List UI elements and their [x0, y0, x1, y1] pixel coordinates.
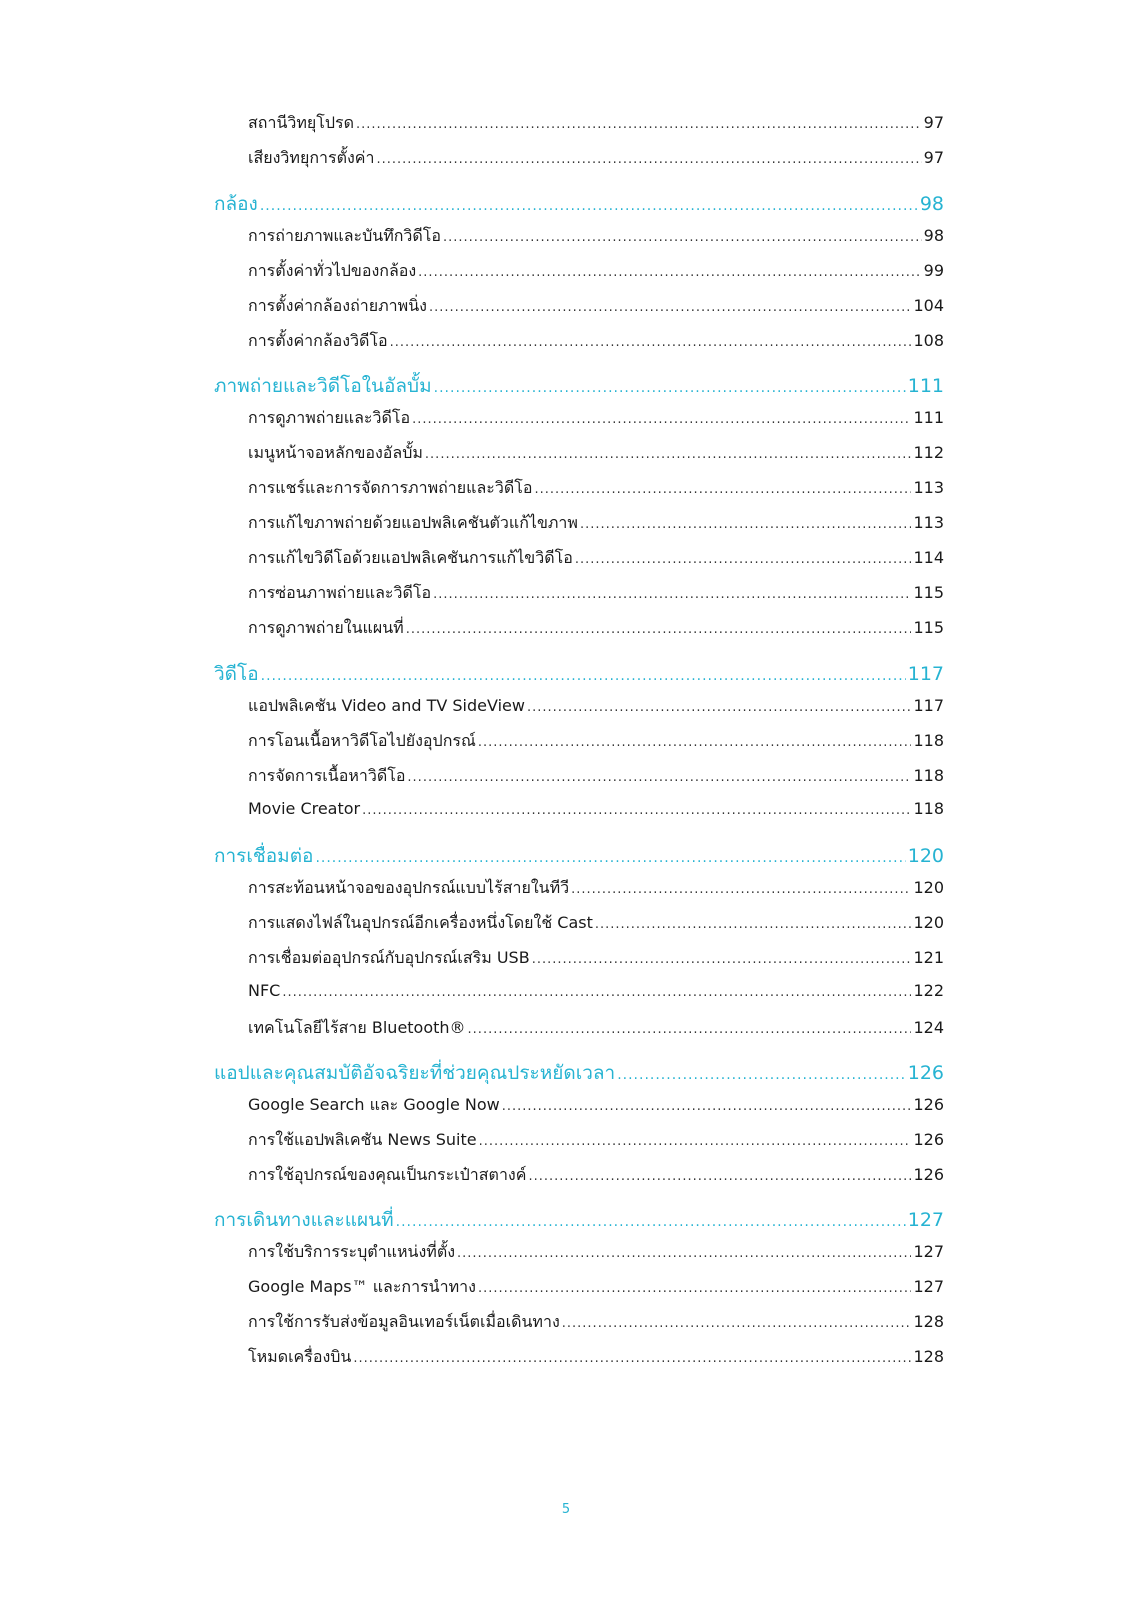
entry-title: เทคโนโลยีไร้สาย Bluetooth® [248, 1018, 466, 1037]
toc-entry[interactable] [248, 1310, 944, 1335]
toc-entry[interactable] [248, 476, 944, 501]
dot-leader [407, 770, 911, 785]
page-ref: 113 [913, 478, 944, 497]
page-ref: 128 [913, 1312, 944, 1331]
section-title: การเดินทางและแผนที่ [214, 1209, 394, 1231]
toc-entry[interactable] [248, 1275, 944, 1300]
page-ref: 127 [907, 1209, 944, 1231]
dot-leader [457, 1246, 911, 1261]
entry-title: การจัดการเนื้อหาวิดีโอ [248, 766, 406, 785]
page-ref: 112 [913, 443, 944, 462]
dot-leader [433, 587, 911, 602]
page-ref: 118 [913, 799, 944, 818]
toc-entry[interactable] [248, 946, 944, 971]
toc-entry[interactable] [248, 1345, 944, 1370]
dot-leader [434, 380, 906, 396]
toc-entry[interactable] [248, 581, 944, 606]
entry-title: การแก้ไขวิดีโอด้วยแอปพลิเคชันการแก้ไขวิดีโอ [248, 548, 573, 567]
page-ref: 120 [913, 878, 944, 897]
toc-entry[interactable] [248, 511, 944, 536]
page-ref: 99 [923, 261, 944, 280]
page-ref: 113 [913, 513, 944, 532]
toc-entry[interactable] [248, 259, 944, 284]
dot-leader [425, 447, 912, 462]
page-ref: 111 [913, 408, 944, 427]
entry-title: การแชร์และการจัดการภาพถ่ายและวิดีโอ [248, 478, 533, 497]
entry-title: การแสดงไฟล์ในอุปกรณ์อีกเครื่องหนึ่งโดยใช้ Cast [248, 913, 593, 932]
entry-title: แอปพลิเคชัน Video and TV SideView [248, 696, 525, 715]
toc-entry[interactable] [248, 876, 944, 901]
page-ref: 118 [913, 766, 944, 785]
entry-title: การใช้การรับส่งข้อมูลอินเทอร์เน็ตเมื่อเดินทาง [248, 1312, 560, 1331]
dot-leader [580, 517, 911, 532]
toc-entry[interactable] [248, 911, 944, 936]
toc-entry[interactable] [248, 224, 944, 249]
dot-leader [356, 117, 922, 132]
dot-leader [418, 265, 921, 280]
toc-entry[interactable] [248, 546, 944, 571]
section-title: กล้อง [214, 193, 258, 215]
section-title: วิดีโอ [214, 663, 259, 685]
page-ref: 97 [923, 148, 944, 167]
dot-leader [315, 850, 905, 866]
toc-entry[interactable] [248, 329, 944, 354]
entry-title: การใช้อุปกรณ์ของคุณเป็นกระเป๋าสตางค์ [248, 1165, 527, 1184]
entry-title: สถานีวิทยุโปรด [248, 113, 355, 132]
entry-title: การสะท้อนหน้าจอของอุปกรณ์แบบไร้สายในทีวี [248, 878, 570, 897]
entry-title: Google Maps™ และการนำทาง [248, 1277, 476, 1296]
toc-entry[interactable] [248, 1163, 944, 1188]
dot-leader [571, 882, 911, 897]
page-number: 5 [561, 1502, 571, 1517]
page-ref: 127 [913, 1277, 944, 1296]
toc-section-heading[interactable] [214, 1205, 944, 1235]
entry-title: การตั้งค่ากล้องวิดีโอ [248, 331, 388, 350]
entry-title: การซ่อนภาพถ่ายและวิดีโอ [248, 583, 432, 602]
entry-title: เสียงวิทยุการตั้งค่า [248, 148, 375, 167]
entry-title: การตั้งค่าทั่วไปของกล้อง [248, 261, 417, 280]
page-ref: 124 [913, 1018, 944, 1037]
toc-entry[interactable] [248, 441, 944, 466]
page-ref: 117 [913, 696, 944, 715]
page-ref: 111 [907, 375, 944, 397]
dot-leader [429, 300, 912, 315]
page-ref: 126 [913, 1095, 944, 1114]
page-ref: 128 [913, 1347, 944, 1366]
dot-leader [353, 1351, 911, 1366]
toc-entry[interactable] [248, 694, 944, 719]
dot-leader [595, 917, 912, 932]
dot-leader [502, 1099, 912, 1114]
page-ref: 121 [913, 948, 944, 967]
toc-section-heading[interactable] [214, 371, 944, 401]
toc-entry[interactable] [248, 764, 944, 789]
entry-title: การดูภาพถ่ายในแผนที่ [248, 618, 404, 637]
dot-leader [478, 1281, 912, 1296]
page-ref: 122 [913, 981, 944, 1000]
toc-entry[interactable] [248, 406, 944, 431]
dot-leader [534, 482, 911, 497]
page-ref: 120 [913, 913, 944, 932]
toc-section-heading[interactable] [214, 841, 944, 871]
page-ref: 117 [907, 663, 944, 685]
dot-leader [261, 668, 906, 684]
page-ref: 127 [913, 1242, 944, 1261]
dot-leader [390, 335, 912, 350]
dot-leader [528, 1169, 911, 1184]
dot-leader [362, 803, 911, 818]
toc-section-heading[interactable] [214, 1058, 944, 1088]
entry-title: การตั้งค่ากล้องถ่ายภาพนิ่ง [248, 296, 427, 315]
section-title: การเชื่อมต่อ [214, 845, 314, 867]
entry-title: การถ่ายภาพและบันทึกวิดีโอ [248, 226, 442, 245]
page-ref: 126 [913, 1165, 944, 1184]
entry-title: การใช้แอปพลิเคชัน News Suite [248, 1130, 477, 1149]
dot-leader [479, 1134, 912, 1149]
page-ref: 97 [923, 113, 944, 132]
dot-leader [575, 552, 912, 567]
section-title: แอปและคุณสมบัติอัจฉริยะที่ช่วยคุณประหยัดเวลา [214, 1062, 616, 1084]
dot-leader [412, 412, 911, 427]
page-ref: 108 [913, 331, 944, 350]
toc-entry[interactable] [248, 1128, 944, 1153]
dot-leader [282, 985, 911, 1000]
toc-entry[interactable] [248, 981, 944, 1000]
dot-leader [260, 198, 918, 214]
toc-entry[interactable] [248, 146, 944, 171]
dot-leader [532, 952, 912, 967]
entry-title: การดูภาพถ่ายและวิดีโอ [248, 408, 411, 427]
toc-entry[interactable] [248, 729, 944, 754]
page-ref: 98 [923, 226, 944, 245]
dot-leader [468, 1022, 912, 1037]
page-ref: 126 [913, 1130, 944, 1149]
page-ref: 126 [907, 1062, 944, 1084]
dot-leader [562, 1316, 912, 1331]
entry-title: โหมดเครื่องบิน [248, 1347, 352, 1366]
dot-leader [376, 152, 921, 167]
dot-leader [527, 700, 911, 715]
dot-leader [478, 735, 912, 750]
entry-title: การแก้ไขภาพถ่ายด้วยแอปพลิเคชันตัวแก้ไขภาพ [248, 513, 578, 532]
dot-leader [443, 230, 922, 245]
toc-entry[interactable] [248, 616, 944, 641]
toc-entry[interactable] [248, 1016, 944, 1041]
page-ref: 115 [913, 618, 944, 637]
section-title: ภาพถ่ายและวิดีโอในอัลบั้ม [214, 375, 432, 397]
entry-title: Movie Creator [248, 799, 361, 818]
page-ref: 114 [913, 548, 944, 567]
page-ref: 98 [919, 193, 944, 215]
entry-title: เมนูหน้าจอหลักของอัลบั้ม [248, 443, 423, 462]
entry-title: NFC [248, 981, 281, 1000]
dot-leader [617, 1067, 906, 1083]
dot-leader [406, 622, 912, 637]
page-ref: 120 [907, 845, 944, 867]
toc-entry[interactable] [248, 799, 944, 818]
page-ref: 115 [913, 583, 944, 602]
page-ref: 118 [913, 731, 944, 750]
entry-title: การเชื่อมต่ออุปกรณ์กับอุปกรณ์เสริม USB [248, 948, 530, 967]
entry-title: การโอนเนื้อหาวิดีโอไปยังอุปกรณ์ [248, 731, 476, 750]
toc-entry[interactable] [248, 1093, 944, 1118]
toc-entry[interactable] [248, 1240, 944, 1265]
page-ref: 104 [913, 296, 944, 315]
toc-entry[interactable] [248, 294, 944, 319]
toc-section-heading[interactable] [214, 659, 944, 689]
toc-section-heading[interactable] [214, 189, 944, 219]
toc-entry[interactable] [248, 111, 944, 136]
entry-title: การใช้บริการระบุตำแหน่งที่ตั้ง [248, 1242, 456, 1261]
entry-title: Google Search และ Google Now [248, 1095, 500, 1114]
dot-leader [396, 1214, 906, 1230]
